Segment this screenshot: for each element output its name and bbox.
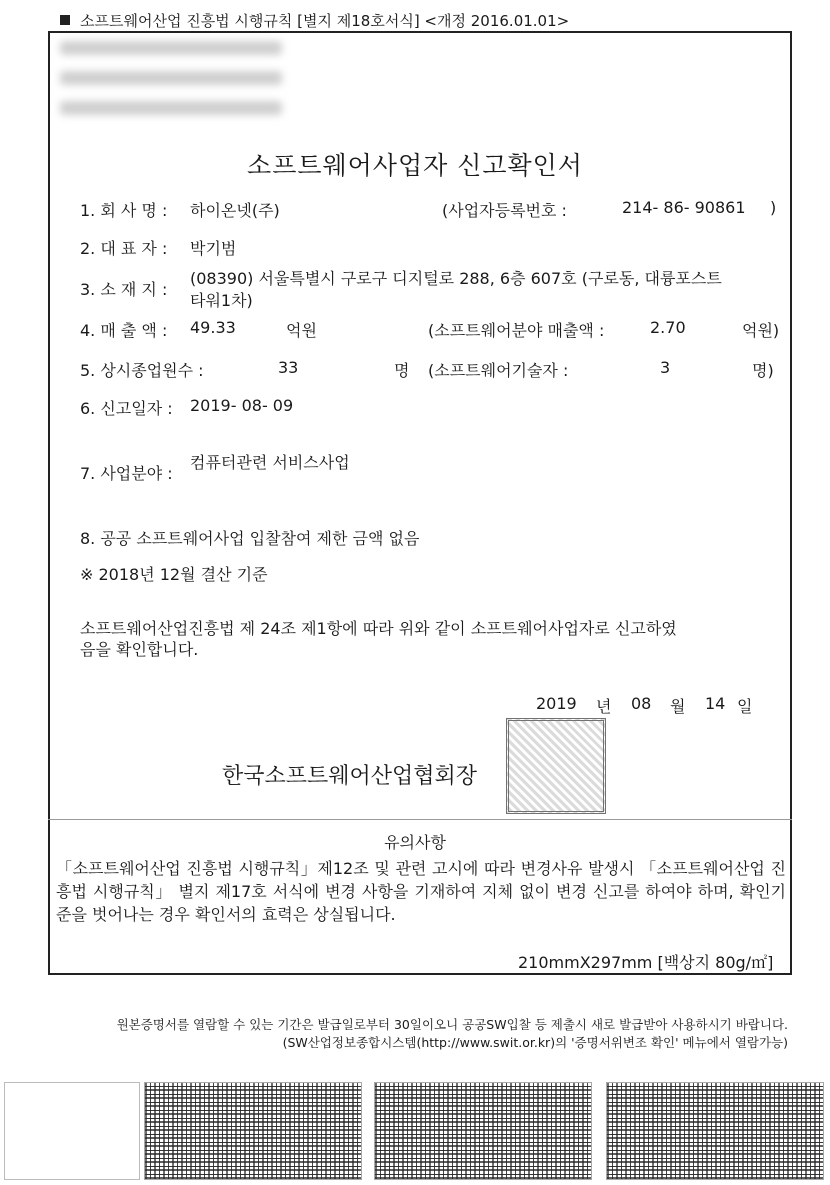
sales-label: 4. 매 출 액 : (80, 321, 168, 340)
sw-engineers-label: (소프트웨어기술자 : (428, 361, 569, 380)
notice-body: 「소프트웨어산업 진흥법 시행규칙」제12조 및 관련 고시에 따라 변경사유 발생시 「소프트웨어산업 진흥법 시행규칙」 별지 제17호 서식에 변경 사항을 기재하여 지체 없이 변경 신고를 하여야 하며, 확인기준을 벗어나는 경우 확인서의 효력은 상실됩니다. (56, 859, 786, 924)
sw-engineers-value: 3 (660, 358, 671, 377)
address-line-1: (08390) 서울특별시 구로구 디지털로 288, 6층 607호 (구로동, 대륭포스트 (190, 269, 722, 288)
notice-divider (48, 819, 792, 820)
verification-code-blank (4, 1082, 140, 1180)
verification-barcode-3 (606, 1082, 824, 1180)
notice-heading: 유의사항 (384, 833, 446, 852)
issue-month-unit: 월 (670, 697, 686, 716)
issuer-name: 한국소프트웨어산업협회장 (222, 764, 478, 789)
issue-day-unit: 일 (737, 697, 753, 716)
issue-year: 2019 (536, 694, 577, 713)
form-reference (60, 10, 569, 31)
registration-label: (사업자등록번호 : (442, 201, 567, 220)
footer-line-2: (SW산업정보종합시스템(http://www.swit.or.kr)의 '증명서위변조 확인' 메뉴에서 열람가능) (282, 1035, 788, 1050)
representative-value: 박기범 (190, 239, 237, 258)
registration-number: 214- 86- 90861 (622, 198, 746, 217)
footer-line-1: 원본증명서를 열람할 수 있는 기간은 발급일로부터 30일이오니 공공SW입찰 등 제출시 새로 발급받아 사용하시기 바랍니다. (116, 1017, 788, 1032)
report-date-label: 6. 신고일자 : (80, 399, 173, 418)
representative-label: 2. 대 표 자 : (80, 239, 168, 258)
report-date-value: 2019- 08- 09 (190, 396, 294, 415)
paper-spec: 210mmX297mm [백상지 80g/㎡] (518, 953, 774, 972)
sw-sales-value: 2.70 (650, 318, 686, 337)
address-label: 3. 소 재 지 : (80, 280, 168, 299)
sales-unit: 억원 (286, 321, 317, 340)
sales-value: 49.33 (190, 318, 236, 337)
issue-year-unit: 년 (596, 697, 612, 716)
business-field-label: 7. 사업분야 : (80, 464, 173, 483)
employees-unit: 명 (394, 361, 410, 380)
verification-barcode-2 (374, 1082, 592, 1180)
form-reference-text: 소프트웨어산업 진흥법 시행규칙 [별지 제18호서식] <개정 2016.01.01> (80, 12, 570, 30)
address-line-2: 타워1차) (190, 291, 253, 310)
issue-day: 14 (705, 694, 726, 713)
registration-close: ) (770, 198, 777, 217)
employees-label: 5. 상시종업원수 : (80, 361, 204, 380)
issue-month: 08 (631, 694, 652, 713)
redacted-line-1 (60, 41, 282, 55)
company-label: 1. 회 사 명 : (80, 201, 168, 220)
official-seal (506, 718, 606, 814)
company-value: 하이온넷(주) (190, 201, 280, 220)
square-bullet-icon (60, 15, 70, 25)
sw-sales-label: (소프트웨어분야 매출액 : (428, 321, 605, 340)
document-title: 소프트웨어사업자 신고확인서 (247, 151, 583, 180)
sw-engineers-unit: 명) (752, 361, 774, 380)
redacted-line-2 (60, 71, 282, 85)
statement-line-1: 소프트웨어산업진흥법 제 24조 제1항에 따라 위와 같이 소프트웨어사업자로 신고하였 (80, 619, 677, 638)
sw-sales-unit: 억원) (742, 321, 780, 340)
verification-barcode-1 (144, 1082, 362, 1180)
statement-line-2: 음을 확인합니다. (80, 640, 199, 659)
settlement-basis-note: ※ 2018년 12월 결산 기준 (80, 565, 268, 584)
business-field-value: 컴퓨터관련 서비스사업 (190, 453, 350, 472)
employees-value: 33 (278, 358, 299, 377)
public-bid-note: 8. 공공 소프트웨어사업 입찰참여 제한 금액 없음 (80, 529, 420, 548)
redacted-line-3 (60, 101, 282, 115)
